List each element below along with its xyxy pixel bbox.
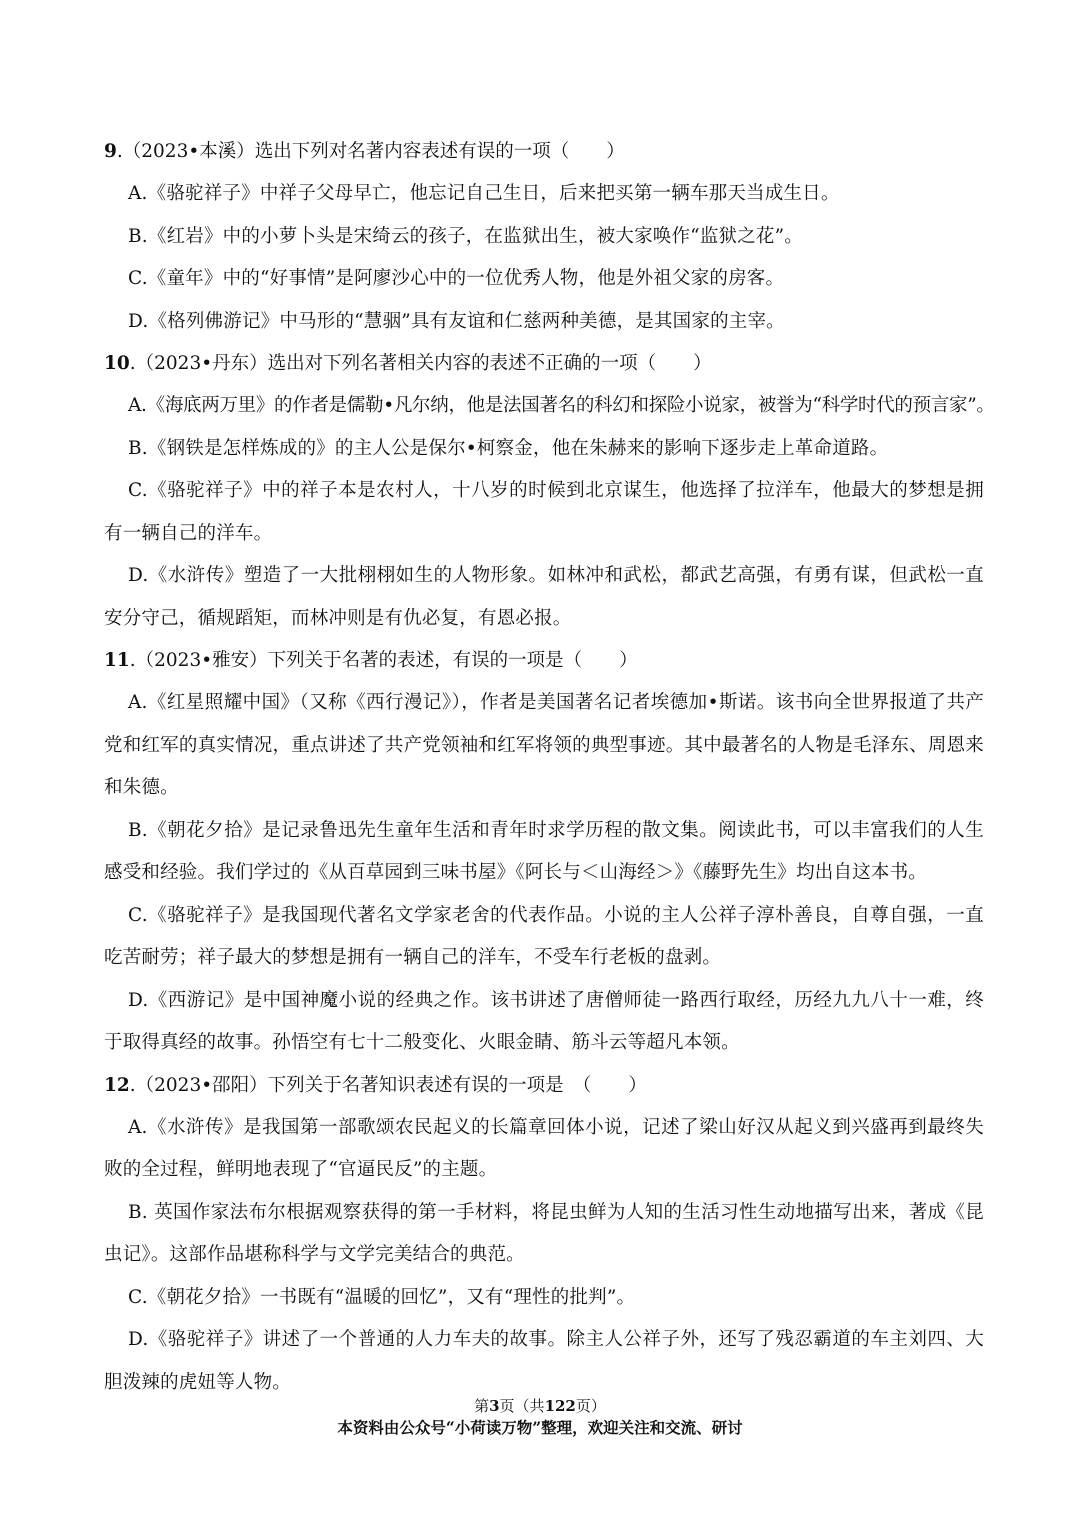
question-list	[104, 131, 995, 1404]
option-b: B.《红岩》中的小萝卜头是宋绮云的孩子，在监狱出生，被大家唤作“监狱之花”。	[128, 225, 803, 247]
question-12	[104, 1065, 984, 1405]
option-a: A.《红星照耀中国》（又称《西行漫记》），作者是美国著名记者埃德加•斯诺。该书向全世界报道了共产党和红军的真实情况，重点讲述了共产党领袖和红军将领的典型事迹。其中最著名的人物是毛泽东、周恩来和朱德。	[104, 692, 984, 798]
option-d: D.《水浒传》塑造了一大批栩栩如生的人物形象。如林冲和武松，都武艺高强，有勇有谋，但武松一直安分守己，循规蹈矩，而林冲则是有仇必复，有恩必报。	[104, 565, 984, 629]
option-b: B. 英国作家法布尔根据观察获得的第一手材料，将昆虫鲜为人知的生活习性生动地描写出来，著成《昆虫记》。这部作品堪称科学与文学完美结合的典范。	[104, 1201, 984, 1265]
option-d: D.《骆驼祥子》讲述了一个普通的人力车夫的故事。除主人公祥子外，还写了残忍霸道的车主刘四、大胆泼辣的虎妞等人物。	[104, 1329, 984, 1393]
question-stem	[104, 640, 984, 682]
option-d: D.《格列佛游记》中马形的“慧骃”具有友谊和仁慈两种美德，是其国家的主宰。	[128, 310, 785, 332]
question-11	[104, 640, 984, 1065]
option-a: A.《水浒传》是我国第一部歌颂农民起义的长篇章回体小说，记述了梁山好汉从起义到兴盛再到最终失败的全过程，鲜明地表现了“官逼民反”的主题。	[104, 1116, 984, 1180]
question-10	[104, 343, 995, 640]
question-stem	[104, 343, 984, 385]
option-d: D.《西游记》是中国神魔小说的经典之作。该书讲述了唐僧师徒一路西行取经，历经九九八十一难，终于取得真经的故事。孙悟空有七十二般变化、火眼金睛、筋斗云等超凡本领。	[104, 989, 984, 1053]
question-number: 10	[104, 353, 130, 374]
question-9	[104, 131, 984, 343]
page-number-footer	[0, 1396, 1080, 1416]
question-text: .（2023•本溪）选出下列对名著内容表述有误的一项（ ）	[116, 141, 625, 162]
question-number: 11	[104, 650, 130, 671]
option-b: B.《朝花夕拾》是记录鲁迅先生童年生活和青年时求学历程的散文集。阅读此书，可以丰富我们的人生感受和经验。我们学过的《从百草园到三味书屋》《阿长与＜山海经＞》《藤野先生》均出自这本书。	[104, 819, 984, 883]
option-c: C.《骆驼祥子》中的祥子本是农村人，十八岁的时候到北京谋生，他选择了拉洋车，他最大的梦想是拥有一辆自己的洋车。	[104, 480, 984, 544]
question-stem	[104, 131, 984, 173]
page-suffix: 页）	[575, 1397, 606, 1415]
question-stem	[104, 1065, 984, 1107]
option-c: C.《骆驼祥子》是我国现代著名文学家老舍的代表作品。小说的主人公祥子淳朴善良，自尊自强，一直吃苦耐劳；祥子最大的梦想是拥有一辆自己的洋车，不受车行老板的盘剥。	[104, 904, 984, 968]
question-text: .（2023•雅安）下列关于名著的表述，有误的一项是（ ）	[129, 650, 638, 671]
page-total: 122	[544, 1397, 576, 1415]
question-number: 12	[104, 1074, 130, 1096]
question-number: 9	[104, 141, 117, 162]
page-middle: 页（共	[499, 1397, 545, 1415]
option-a: A.《骆驼祥子》中祥子父母早亡，他忘记自己生日，后来把买第一辆车那天当成生日。	[128, 183, 840, 204]
option-b: B.《钢铁是怎样炼成的》的主人公是保尔•柯察金，他在朱赫来的影响下逐步走上革命道路。	[128, 437, 889, 459]
option-c: C.《童年》中的“好事情”是阿廖沙心中的一位优秀人物，他是外祖父家的房客。	[128, 268, 785, 289]
source-note: 本资料由公众号“小荷读万物”整理，欢迎关注和交流、研讨	[337, 1418, 743, 1437]
option-c: C.《朝花夕拾》一书既有“温暖的回忆”，又有“理性的批判”。	[128, 1286, 636, 1308]
question-text: .（2023•丹东）选出对下列名著相关内容的表述不正确的一项（ ）	[129, 353, 712, 374]
page-prefix: 第	[474, 1397, 490, 1415]
option-a: A.《海底两万里》的作者是儒勒•凡尔纳，他是法国著名的科幻和探险小说家，被誉为“科学时代的预言家”。	[128, 395, 995, 416]
question-text: .（2023•邵阳）下列关于名著知识表述有误的一项是 （ ）	[129, 1074, 647, 1096]
page-number: 3	[489, 1397, 500, 1415]
